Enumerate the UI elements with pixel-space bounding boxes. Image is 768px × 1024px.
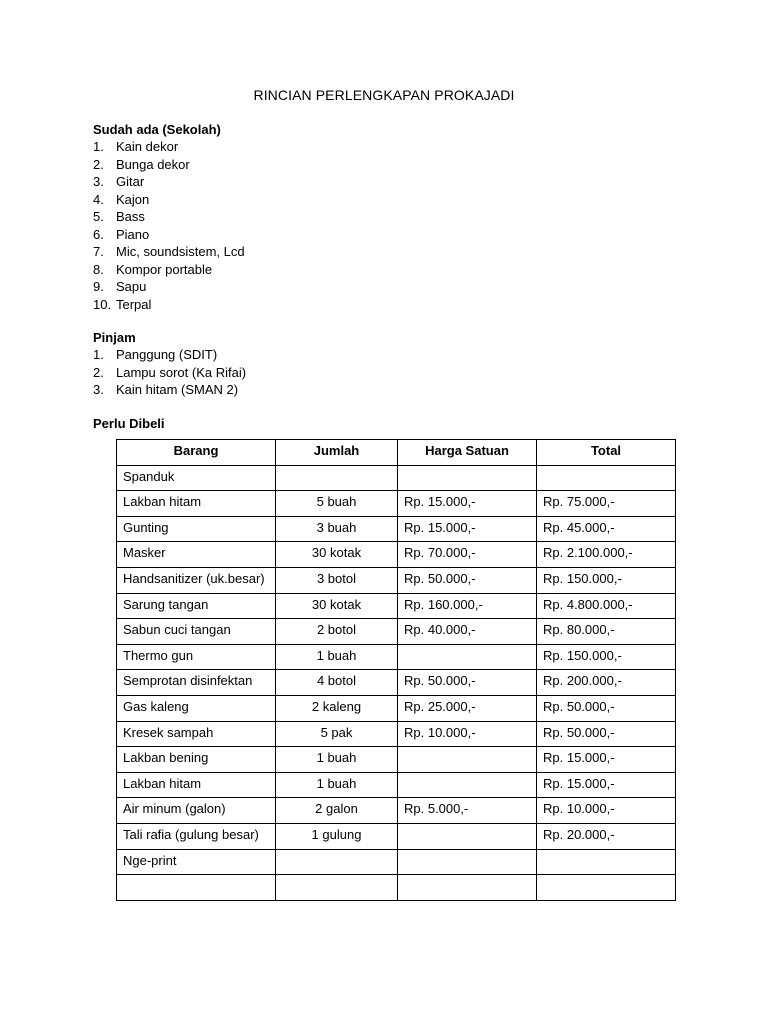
table-row xyxy=(117,465,676,491)
list-item-number: 7. xyxy=(93,244,104,259)
list-item xyxy=(93,346,246,364)
cell-total xyxy=(537,849,676,875)
cell-jumlah: 5 pak xyxy=(276,721,398,747)
section-heading-sudah-ada: Sudah ada (Sekolah) xyxy=(93,122,221,137)
cell-harga-satuan: Rp. 40.000,- xyxy=(398,619,537,645)
list-item-number: 3. xyxy=(93,382,104,397)
list-item xyxy=(93,381,246,399)
cell-harga-satuan xyxy=(398,823,537,849)
table-row xyxy=(117,542,676,568)
table-row xyxy=(117,695,676,721)
cell-total: Rp. 75.000,- xyxy=(537,491,676,517)
cell-total xyxy=(537,875,676,901)
list-item-label: Piano xyxy=(116,226,150,242)
cell-total: Rp. 80.000,- xyxy=(537,619,676,645)
list-item-number: 3. xyxy=(93,174,104,189)
cell-harga-satuan: Rp. 5.000,- xyxy=(398,798,537,824)
cell-harga-satuan xyxy=(398,644,537,670)
cell-jumlah: 5 buah xyxy=(276,491,398,517)
table-row xyxy=(117,772,676,798)
column-header-jumlah: Jumlah xyxy=(276,440,398,466)
cell-harga-satuan: Rp. 15.000,- xyxy=(398,491,537,517)
list-item-number: 10. xyxy=(93,296,112,312)
cell-harga-satuan: Rp. 50.000,- xyxy=(398,670,537,696)
cell-harga-satuan: Rp. 10.000,- xyxy=(398,721,537,747)
cell-total: Rp. 20.000,- xyxy=(537,823,676,849)
list-item-number: 2. xyxy=(93,364,104,380)
cell-total xyxy=(537,465,676,491)
cell-harga-satuan xyxy=(398,465,537,491)
cell-barang: Tali rafia (gulung besar) xyxy=(117,823,276,849)
list-item-number: 2. xyxy=(93,156,104,172)
cell-harga-satuan: Rp. 160.000,- xyxy=(398,593,537,619)
list-item-number: 6. xyxy=(93,226,104,242)
cell-barang: Air minum (galon) xyxy=(117,798,276,824)
list-item-label: Kain hitam (SMAN 2) xyxy=(116,382,239,397)
cell-barang: Semprotan disinfektan xyxy=(117,670,276,696)
list-item xyxy=(93,226,245,244)
list-item-label: Gitar xyxy=(116,174,145,189)
cell-barang: Sabun cuci tangan xyxy=(117,619,276,645)
list-item xyxy=(93,261,245,279)
table-header-row xyxy=(117,440,676,466)
cell-harga-satuan: Rp. 25.000,- xyxy=(398,695,537,721)
list-item-label: Kompor portable xyxy=(116,261,213,277)
list-item xyxy=(93,208,245,226)
list-item-number: 5. xyxy=(93,209,104,224)
cell-harga-satuan xyxy=(398,772,537,798)
list-item-label: Sapu xyxy=(116,279,147,294)
list-item-number: 1. xyxy=(93,139,104,154)
column-header-total: Total xyxy=(537,440,676,466)
list-item-number: 1. xyxy=(93,347,104,362)
column-header-harga-satuan: Harga Satuan xyxy=(398,440,537,466)
cell-barang: Lakban hitam xyxy=(117,491,276,517)
cell-barang: Handsanitizer (uk.besar) xyxy=(117,567,276,593)
cell-barang: Gas kaleng xyxy=(117,695,276,721)
table-row xyxy=(117,721,676,747)
list-item xyxy=(93,296,245,314)
purchase-table xyxy=(116,439,676,901)
table-row xyxy=(117,491,676,517)
cell-jumlah xyxy=(276,875,398,901)
list-item-number: 4. xyxy=(93,191,104,207)
table-row xyxy=(117,849,676,875)
cell-jumlah: 30 kotak xyxy=(276,542,398,568)
cell-jumlah: 30 kotak xyxy=(276,593,398,619)
cell-total: Rp. 150.000,- xyxy=(537,644,676,670)
cell-total: Rp. 45.000,- xyxy=(537,516,676,542)
list-item xyxy=(93,138,245,156)
cell-barang: Spanduk xyxy=(117,465,276,491)
table-row xyxy=(117,798,676,824)
cell-jumlah: 4 botol xyxy=(276,670,398,696)
cell-harga-satuan xyxy=(398,747,537,773)
cell-jumlah: 2 galon xyxy=(276,798,398,824)
cell-barang: Gunting xyxy=(117,516,276,542)
cell-total: Rp. 10.000,- xyxy=(537,798,676,824)
cell-harga-satuan: Rp. 15.000,- xyxy=(398,516,537,542)
table-row xyxy=(117,644,676,670)
cell-total: Rp. 15.000,- xyxy=(537,747,676,773)
cell-jumlah xyxy=(276,465,398,491)
table-row xyxy=(117,593,676,619)
table-row xyxy=(117,823,676,849)
cell-jumlah: 1 buah xyxy=(276,772,398,798)
cell-barang: Kresek sampah xyxy=(117,721,276,747)
list-item xyxy=(93,364,246,382)
cell-barang: Nge-print xyxy=(117,849,276,875)
cell-total: Rp. 50.000,- xyxy=(537,721,676,747)
cell-total: Rp. 50.000,- xyxy=(537,695,676,721)
table-row xyxy=(117,516,676,542)
list-item-number: 9. xyxy=(93,279,104,294)
cell-barang: Masker xyxy=(117,542,276,568)
section-heading-pinjam: Pinjam xyxy=(93,330,136,345)
list-item xyxy=(93,173,245,191)
table-row xyxy=(117,875,676,901)
list-item-number: 8. xyxy=(93,261,104,277)
section-heading-perlu-dibeli: Perlu Dibeli xyxy=(93,416,165,431)
page-title: RINCIAN PERLENGKAPAN PROKAJADI xyxy=(253,87,515,103)
cell-jumlah: 3 botol xyxy=(276,567,398,593)
table-row xyxy=(117,619,676,645)
cell-jumlah: 1 gulung xyxy=(276,823,398,849)
cell-barang: Thermo gun xyxy=(117,644,276,670)
cell-jumlah: 1 buah xyxy=(276,644,398,670)
cell-harga-satuan xyxy=(398,875,537,901)
list-item-label: Bunga dekor xyxy=(116,156,190,172)
cell-total: Rp. 200.000,- xyxy=(537,670,676,696)
table-row xyxy=(117,747,676,773)
list-item-label: Lampu sorot (Ka Rifai) xyxy=(116,364,247,380)
cell-barang: Lakban hitam xyxy=(117,772,276,798)
cell-barang: Sarung tangan xyxy=(117,593,276,619)
list-item-label: Kain dekor xyxy=(116,139,179,154)
list-item xyxy=(93,191,245,209)
list-item-label: Terpal xyxy=(116,296,152,312)
cell-jumlah: 1 buah xyxy=(276,747,398,773)
cell-total: Rp. 15.000,- xyxy=(537,772,676,798)
cell-harga-satuan xyxy=(398,849,537,875)
list-item xyxy=(93,243,245,261)
cell-total: Rp. 150.000,- xyxy=(537,567,676,593)
cell-total: Rp. 4.800.000,- xyxy=(537,593,676,619)
cell-total: Rp. 2.100.000,- xyxy=(537,542,676,568)
cell-barang: Lakban bening xyxy=(117,747,276,773)
list-item xyxy=(93,156,245,174)
cell-harga-satuan: Rp. 70.000,- xyxy=(398,542,537,568)
list-item-label: Kajon xyxy=(116,191,150,207)
list-item-label: Bass xyxy=(116,209,145,224)
cell-harga-satuan: Rp. 50.000,- xyxy=(398,567,537,593)
cell-jumlah: 2 kaleng xyxy=(276,695,398,721)
cell-barang xyxy=(117,875,276,901)
cell-jumlah xyxy=(276,849,398,875)
table-row xyxy=(117,567,676,593)
list-sudah-ada xyxy=(93,138,245,313)
list-item-label: Mic, soundsistem, Lcd xyxy=(116,244,245,259)
cell-jumlah: 2 botol xyxy=(276,619,398,645)
cell-jumlah: 3 buah xyxy=(276,516,398,542)
list-pinjam xyxy=(93,346,246,399)
list-item xyxy=(93,278,245,296)
list-item-label: Panggung (SDIT) xyxy=(116,347,218,362)
column-header-barang: Barang xyxy=(117,440,276,466)
table-row xyxy=(117,670,676,696)
